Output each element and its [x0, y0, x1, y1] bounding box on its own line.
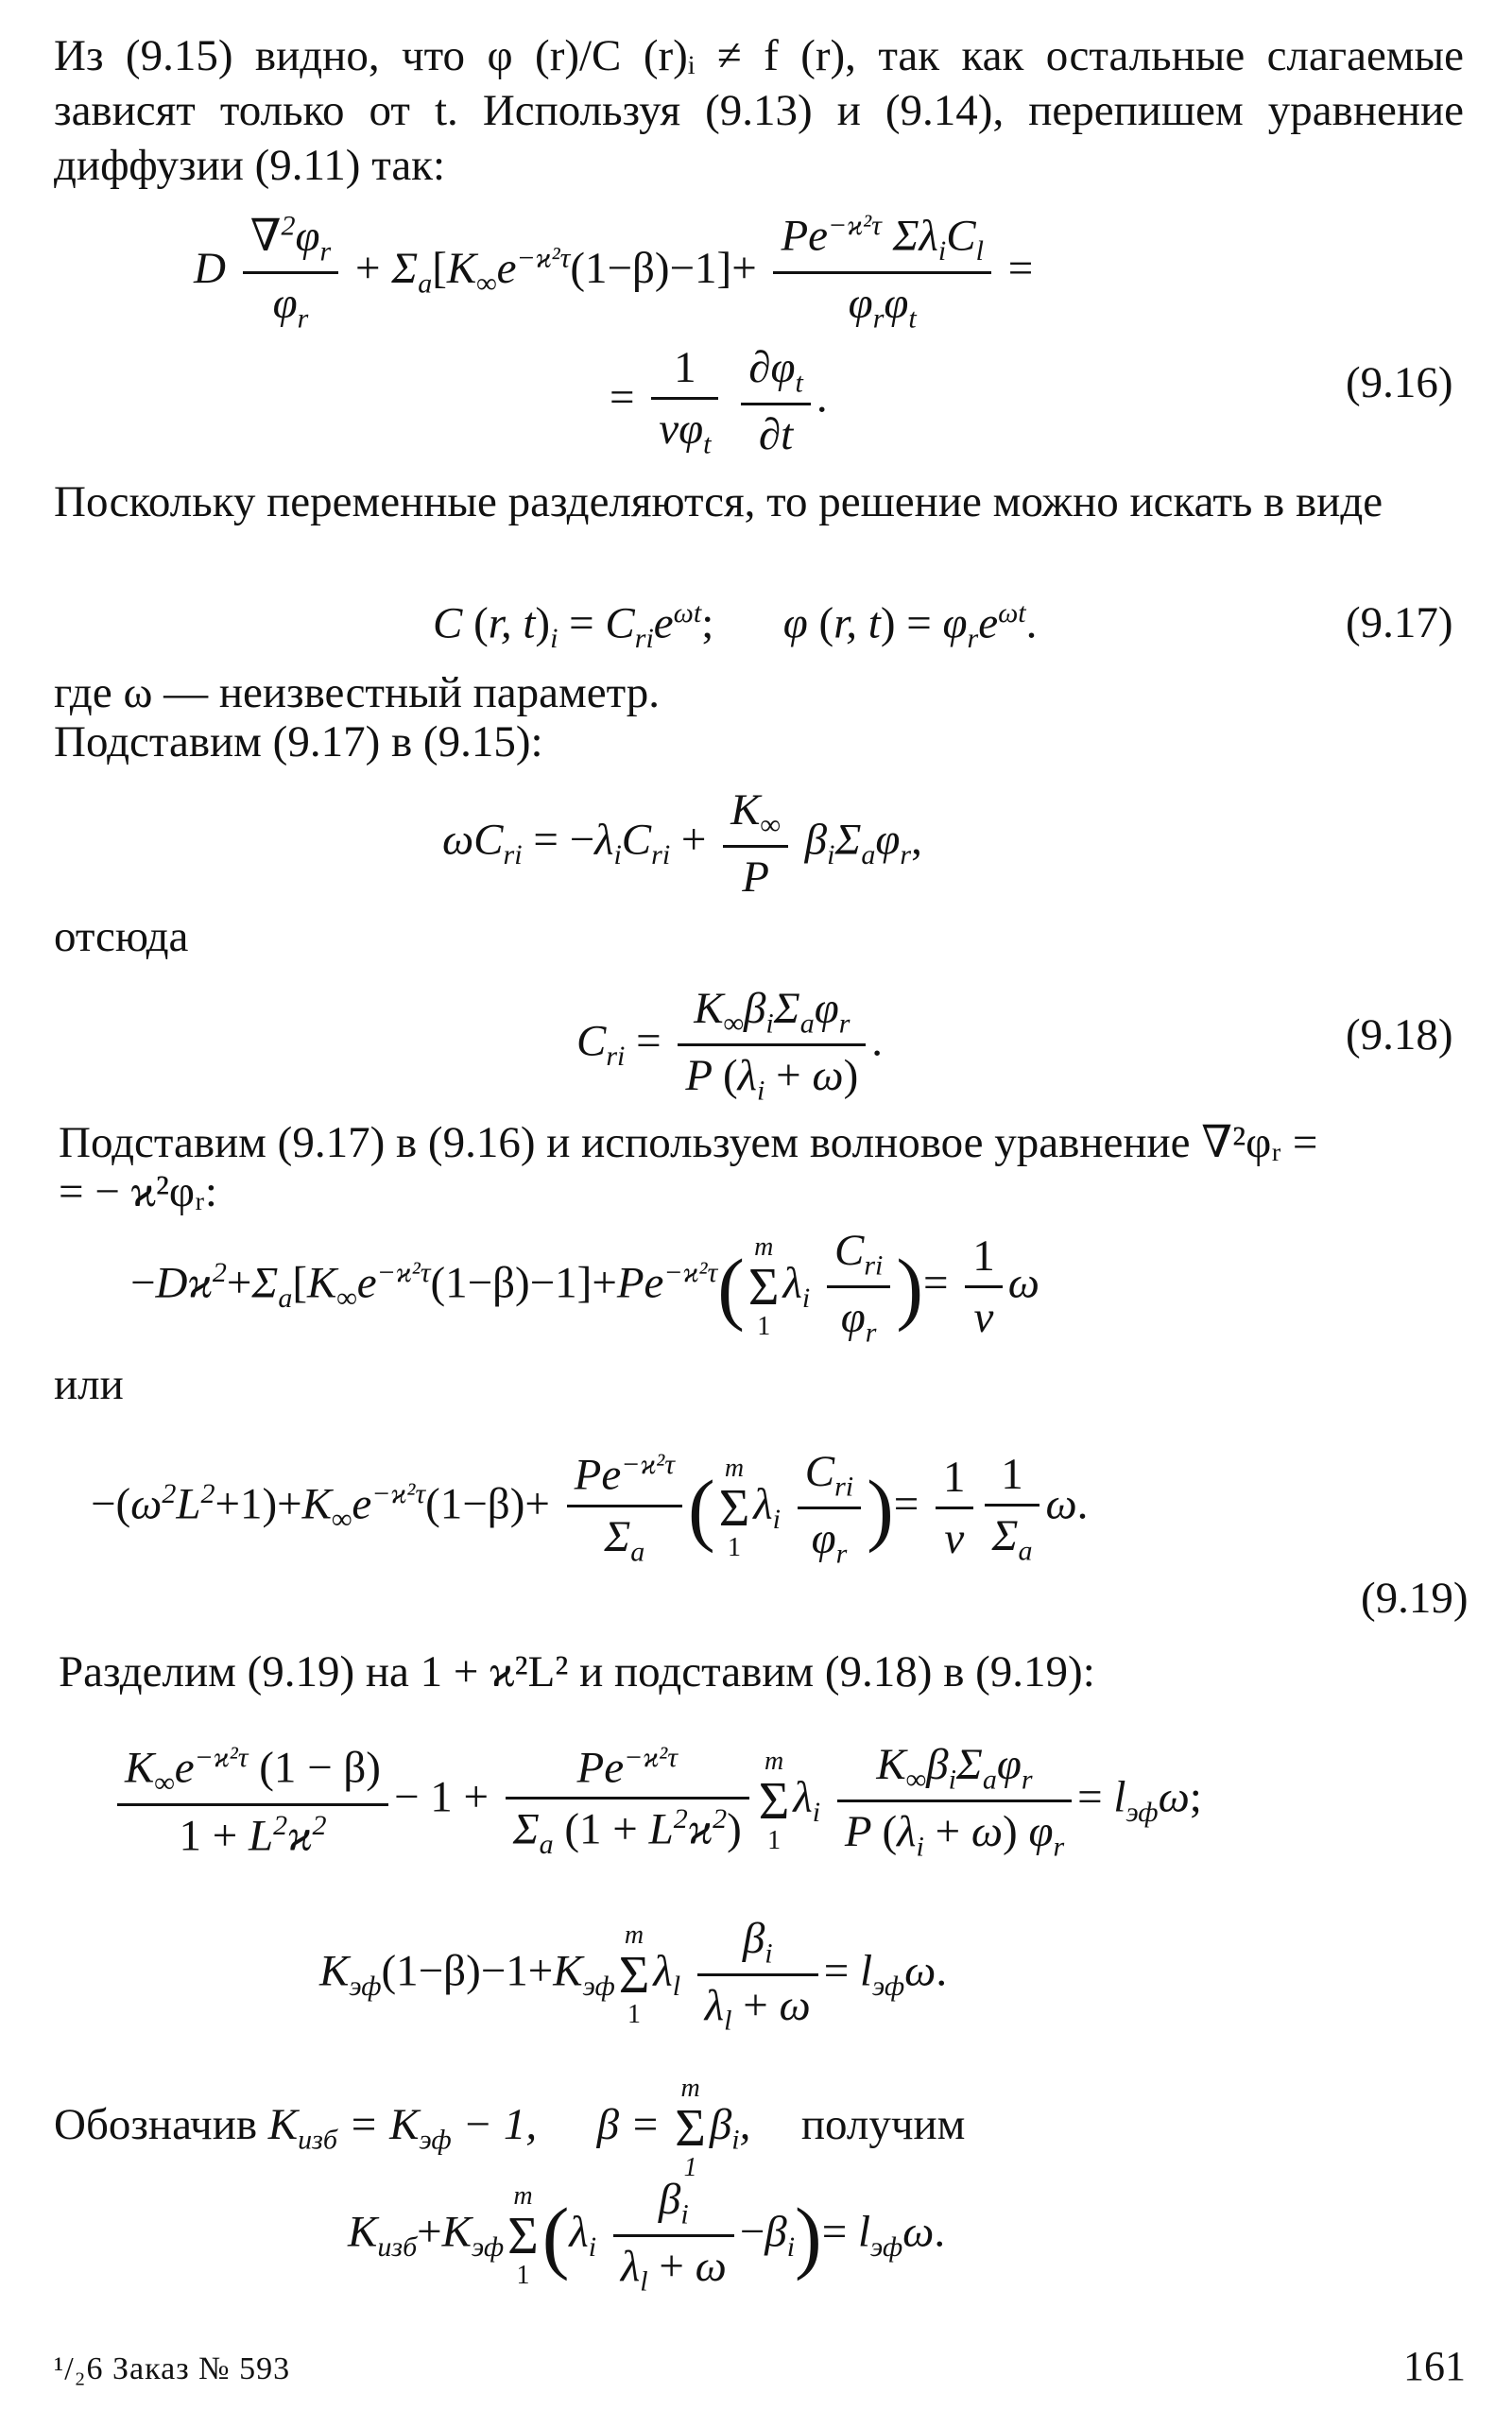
equation-9-16-line-2: = $\frac{1}{v\varphi_t}$ $\frac{\partial\varphi_t}{\partial t}$ .	[610, 343, 828, 460]
equation-9-17: C (r, $t)_i = C_{ri}e^{\omega t}$; φ (r, $t) = \varphi_re^{\omega t}$.	[433, 597, 1038, 655]
equation-9-19: $-(\omega^2L^2+1)+K_\infty e^{-ϰ^2\tau}(1-\beta)+$ $\frac{Pe^{-ϰ^2\tau}}{\Sigma_a}$ ( m Σ 1 $\lambda_i$ $\frac{C_{ri}}{\varphi_r}$ )= $\frac{1}{v}$ $\frac{1}{\Sigma_a}$ ω.	[91, 1447, 1089, 1570]
equation-wave-substituted: $-Dϰ^2+\Sigma_a[K_\infty e^{-ϰ^2\tau}(1-\beta)-1]+Pe^{-ϰ^2\tau}$( m Σ 1 $\lambda_i$ $\frac{C_{ri}}{\varphi_r}$ )= $\frac{1}{v}$ ω	[130, 1226, 1040, 1349]
paragraph-or: или	[54, 1360, 124, 1409]
paragraph-text: Поскольку переменные разделяются, то решение можно искать в виде	[54, 477, 1383, 526]
equation-9-18: $C_{ri}$ = $\frac{K_\infty\beta_i\Sigma_a\varphi_r}{P (\lambda_i + \omega)}$ .	[576, 984, 883, 1107]
equation-number: (9.17)	[1346, 598, 1453, 647]
equation-divided: $\frac{K_\infty e^{-ϰ^2\tau} (1 - \beta)}{1 + L^2ϰ^2}$ − 1 + $\frac{Pe^{-ϰ^2\tau}}{\Sigma_a (1 + L^2ϰ^2)}$ m Σ 1 $\lambda_i$ $\frac{K_\infty\beta_i\Sigma_a\varphi_r}{P (\lambda_i + \omega) \varphi_r}$ = $l_{эф}\omega$;	[112, 1739, 1202, 1864]
equation-final: $K_{изб}+K_{эф}$ m Σ 1 ($\lambda_i$ $\frac{\beta_i}{\lambda_l + \omega}$ $-\beta_i)= l_{эф}\omega$.	[348, 2175, 946, 2298]
paragraph-text: Обозначив	[54, 2099, 258, 2149]
equation-number: (9.18)	[1346, 1010, 1453, 1059]
paragraph-substitute-1: Подставим (9.17) в (9.15):	[54, 717, 543, 766]
equation-9-16-line-1: D $\frac{\nabla^2\varphi_r}{\varphi_r}$ + $\Sigma_a[K_\infty e^{-ϰ^2\tau}(1-\beta)-1]+$ $\frac{Pe^{-ϰ^2\tau} \Sigma\lambda_iC_l}{\varphi_r\varphi_t}$ =	[194, 210, 1034, 335]
paragraph-wave-equation-cont: = − ϰ²φᵣ:	[59, 1167, 217, 1216]
paragraph-wave-equation: Подставим (9.17) в (9.16) и используем волновое уравнение ∇²φᵣ =	[59, 1118, 1318, 1167]
paragraph-hence: отсюда	[54, 912, 189, 961]
equation-number: (9.19)	[1361, 1574, 1469, 1623]
page-number: 161	[1403, 2343, 1466, 2389]
paragraph-text: Из (9.15) видно, что φ (r)/C (r)ᵢ ≠ f (r), так как остальные слагаемые зависят только от t. Используя (9.13) и (9.14), перепишем уравнение диффузии (9.11) так:	[54, 31, 1464, 190]
paragraph-divide: Разделим (9.19) на 1 + ϰ²L² и подставим (9.18) в (9.19):	[59, 1647, 1095, 1696]
paragraph-denote: Обозначив $K_{изб} = K_{эф} - 1$, β = m Σ 1 $\beta_i$, получим	[54, 2074, 966, 2182]
equation-number: (9.16)	[1346, 358, 1453, 407]
equation-substitution: $\omega C_{ri} = -\lambda_iC_{ri}$ + $\frac{K_\infty}{P}$ $\beta_i\Sigma_a\varphi_r$,	[442, 785, 922, 903]
footer-print-order: ¹/₂6 Заказ № 593	[54, 2351, 291, 2386]
equation-k-effective: $K_{эф}(1-\beta)-1+K_{эф}$ m Σ 1 $\lambda_l$ $\frac{\beta_i}{\lambda_l + \omega}$ = $l_{эф}\omega$.	[319, 1914, 948, 2037]
paragraph-separation	[54, 474, 1464, 529]
paragraph-parameter: где ω — неизвестный параметр.	[54, 668, 660, 717]
paragraph-intro	[54, 28, 1464, 193]
paragraph-text: получим	[800, 2099, 966, 2149]
